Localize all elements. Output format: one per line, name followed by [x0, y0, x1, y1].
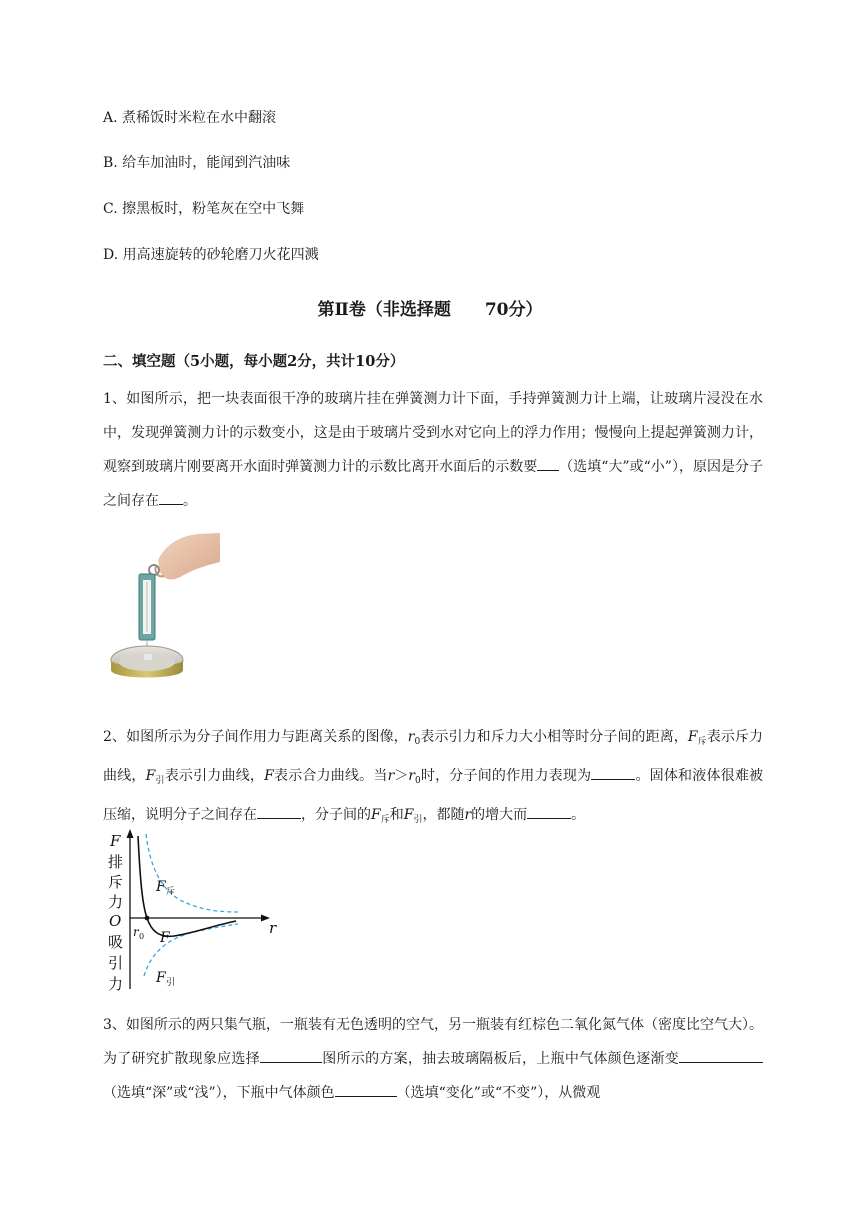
axis-y-lower-2: 引 [108, 954, 124, 972]
question-2: 2、如图所示为分子间作用力与距离关系的图像，$r_0$表示引力和斥力大小相等时分子间的距离，$F_斥$表示斥力曲线，$F_引$表示引力曲线，F表示合力曲线。当$r>r_0$时，分子间的作用力表现为 。固体和液体很难被压缩，说明分子之间存在 ，分子间的$F_斥$和$F_引$，都随r的增大而 。 [103, 729, 764, 825]
axis-y-lower-1: 吸 [108, 933, 124, 951]
axis-y-upper-1: 排 [108, 853, 124, 871]
fchi-label-sub: 斥 [166, 887, 176, 897]
answer-blank [591, 765, 635, 780]
axis-y-upper-3: 力 [108, 893, 124, 911]
answer-blank [159, 490, 183, 505]
section-title: 第Ⅱ卷（非选择题 70分） [317, 300, 543, 320]
part-title: 二、填空题（5小题，每小题2分，共计10分） [103, 353, 405, 370]
repulsion-curve [146, 834, 238, 912]
fchi-label: F [156, 879, 166, 895]
r0-point [145, 916, 150, 921]
answer-blank [527, 804, 571, 819]
answer-blank [335, 1082, 397, 1097]
option-d: D. 用高速旋转的砂轮磨刀火花四溅 [103, 247, 319, 263]
answer-blank [260, 1048, 322, 1063]
f-label: F [160, 930, 170, 946]
option-b: B. 给车加油时，能闻到汽油味 [103, 155, 291, 171]
answer-blank [257, 804, 301, 819]
r0-label-sub: 0 [139, 932, 145, 941]
option-c: C. 擦黑板时，粉笔灰在空中飞舞 [103, 201, 305, 217]
question-1: 1、如图所示，把一块表面很干净的玻璃片挂在弹簧测力计下面，手持弹簧测力计上端，让玻璃片浸没在水中，发现弹簧测力计的示数变小，这是由于玻璃片受到水对它向上的浮力作用；慢慢向上提起弹簧测力计，观察到玻璃片刚要离开水面时弹簧测力计的示数比离开水面后的示数要 （选填“大”或“小”），原因是分子之间存在 。 [103, 391, 763, 509]
axis-x-label: r [269, 919, 277, 937]
fyin-label-sub: 引 [166, 978, 176, 988]
origin-label: O [109, 912, 122, 930]
fyin-label: F [156, 970, 166, 986]
y-axis-arrow [127, 829, 134, 838]
r0-label: r [133, 925, 139, 939]
option-a: A. 煮稀饭时米粒在水中翻滚 [103, 110, 277, 126]
axis-y-f-label: F [110, 832, 121, 850]
answer-blank [679, 1048, 763, 1063]
answer-blank [537, 456, 559, 471]
question-3: 3、如图所示的两只集气瓶，一瓶装有无色透明的空气，另一瓶装有红棕色二氧化氮气体（密度比空气大）。为了研究扩散现象应选择 图所示的方案，抽去玻璃隔板后，上瓶中气体颜色逐渐变（选填“深”或“浅”），下瓶中气体颜色 （选填“变化”或“不变”），从微观 [103, 1017, 763, 1101]
axis-y-lower-3: 力 [108, 975, 124, 993]
resultant-curve [138, 836, 236, 936]
spring-scale-photo [108, 532, 220, 688]
axis-y-upper-2: 斥 [108, 873, 124, 891]
force-distance-diagram [98, 826, 288, 996]
